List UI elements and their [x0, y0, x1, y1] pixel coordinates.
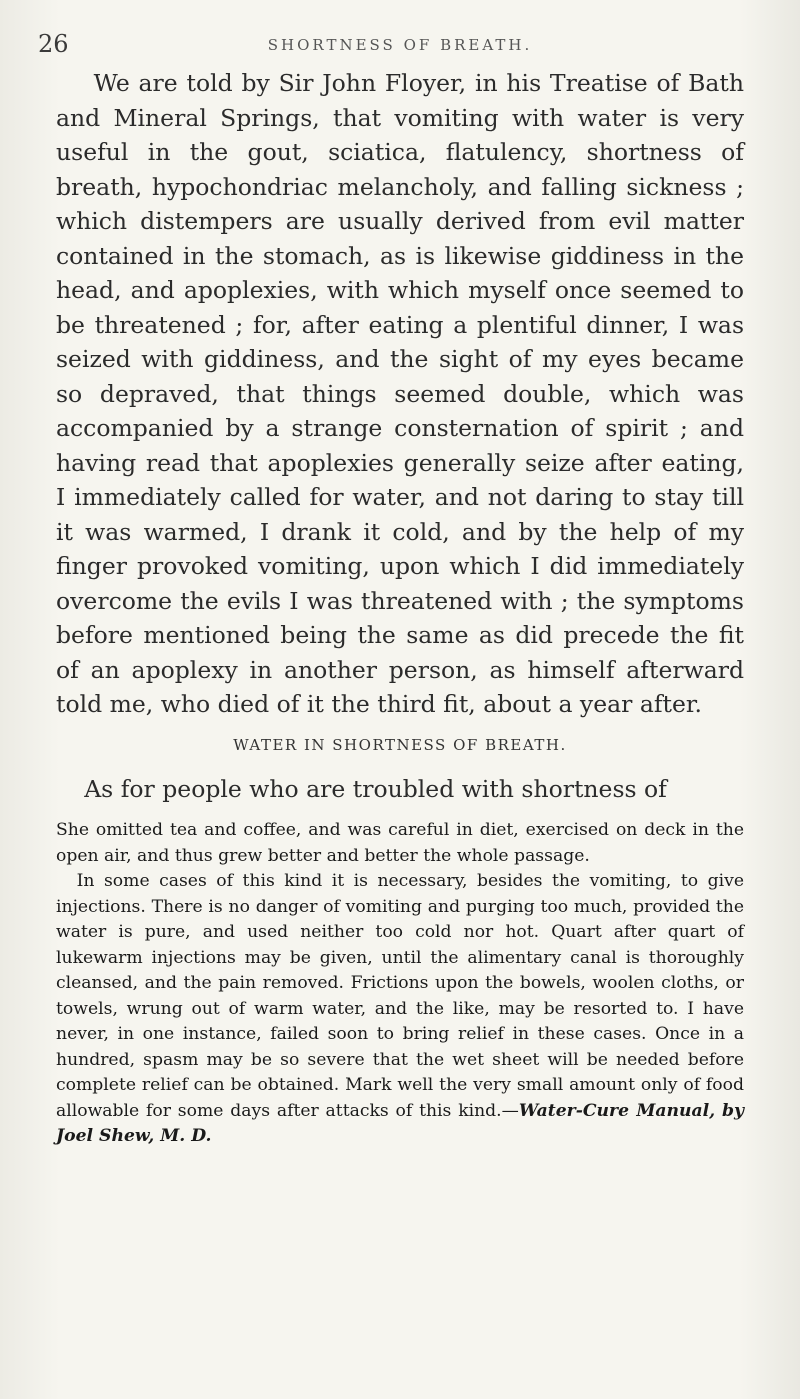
footnote-source-title: Water-Cure Manual, [518, 1100, 716, 1121]
footnote-paragraph-1: She omitted tea and coffee, and was careful in diet, exercised on deck in the open air, and thus grew better and better the whole passage. [56, 820, 744, 866]
body-text [56, 66, 744, 722]
running-title: SHORTNESS OF BREATH. [267, 36, 533, 54]
page-number: 26 [38, 30, 69, 58]
running-head [38, 22, 762, 62]
section-lead-text: As for people who are troubled with shortness of [84, 775, 667, 803]
footnote [56, 818, 744, 1150]
footnote-source-author: by Joel Shew, M. D. [56, 1100, 744, 1146]
footnote-paragraph-2-text: In some cases of this kind it is necessary, besides the vomiting, to give injections. There is no danger of vomiting and purging too much, provided the water is pure, and used neither too cold nor hot. Quart after quart of lukewarm injections may be given, until the alimentary canal is thoroughly cleansed, and the pain removed. Frictions upon the bowels, woolen cloths, or towels, wrung out of warm water, and the like, may be resorted to. I have never, in one instance, failed soon to bring relief in these cases. Once in a hundred, spasm may be so severe that the wet sheet will be needed before complete relief can be obtained. Mark well the very small amount only of food allowable for some days after attacks of this kind.— [56, 871, 744, 1121]
body-paragraph: We are told by Sir John Floyer, in his Treatise of Bath and Mineral Springs, that vomiting with water is very useful in the gout, sciatica, flatulency, shortness of breath, hypochondriac melancholy, and falling sickness ; which distempers are usually derived from evil matter contained in the stomach, as is likewise giddiness in the head, and apoplexies, with which myself once seemed to be threatened ; for, after eating a plentiful dinner, I was seized with giddiness, and the sight of my eyes became so depraved, that things seemed double, which was accompanied by a strange consternation of spirit ; and having read that apoplexies generally seize after eating, I immediately called for water, and not daring to stay till it was warmed, I drank it cold, and by the help of my finger provoked vomiting, upon which I did immediately overcome the evils I was threatened with ; the symptoms before mentioned being the same as did precede the fit of an apoplexy in another person, as himself afterward told me, who died of it the third fit, about a year after. [56, 69, 744, 718]
section-heading: WATER IN SHORTNESS OF BREATH. [233, 736, 567, 754]
footnote-paragraph-2 [56, 869, 744, 1150]
